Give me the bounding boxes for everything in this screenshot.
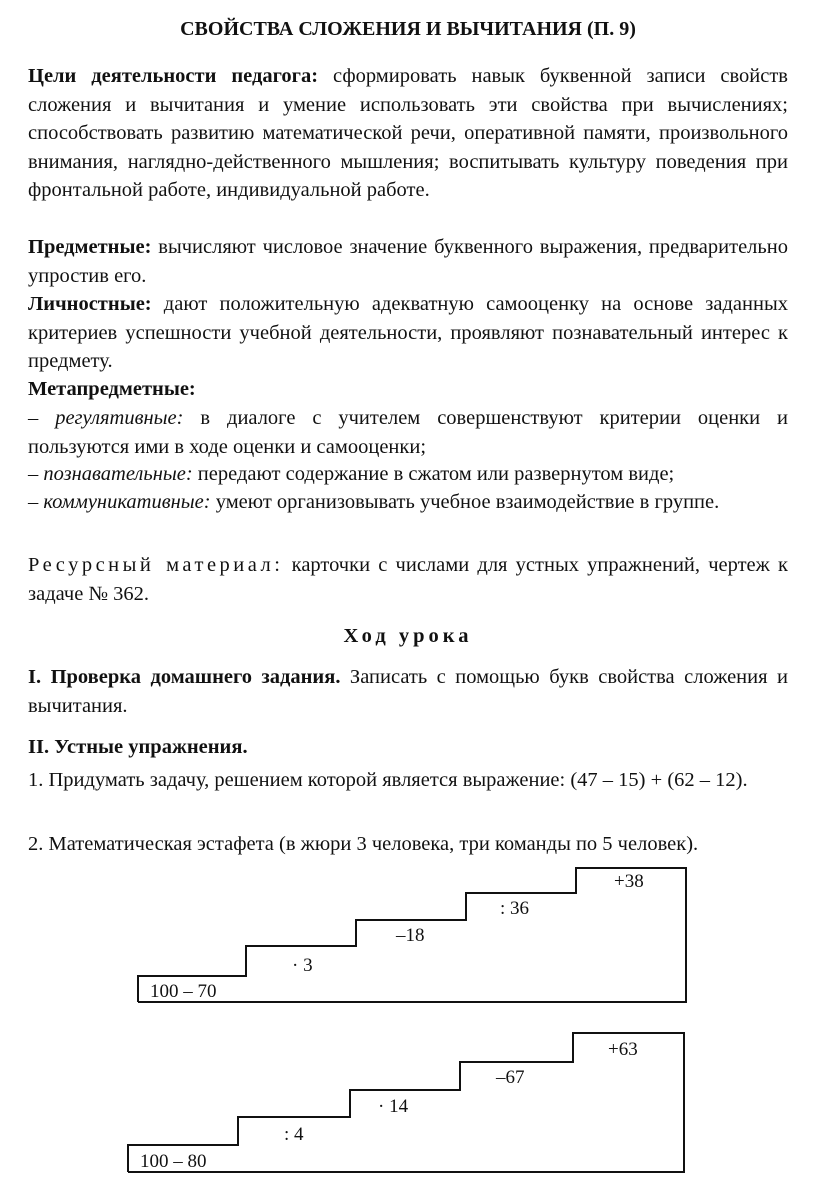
ladder-1-step-5: +38 (614, 871, 644, 892)
goals-label: Цели деятельности педагога: (28, 65, 319, 87)
ladder-2-step-2: : 4 (284, 1124, 304, 1145)
personal-label: Личностные: (28, 293, 152, 315)
section2-item2-text: 2. Математическая эстафета (в жюри 3 человека, три команды по 5 человек). (28, 833, 699, 855)
subject-text: вычисляют числовое значение буквенного выражения, предварительно упростив его. (28, 236, 788, 287)
meta-cog-label: познавательные: (43, 463, 193, 485)
section1-text: Записать с помощью букв свойства сложения и вычитания. (28, 666, 788, 717)
lesson-heading: Ход урока (343, 625, 473, 647)
goals-text: сформировать навык буквенной записи свойств сложения и вычитания и умение использовать эти свойства при вычислениях; способствовать развитию математической речи, оперативной памяти, произвольного внимания, наглядно-действенного мышления; воспитывать культуру поведения при фронтальной работе, индивидуальной работе. (28, 65, 788, 201)
page-title: СВОЙСТВА СЛОЖЕНИЯ И ВЫЧИТАНИЯ (П. 9) (180, 18, 636, 40)
meta-reg-label: регулятивные: (55, 407, 184, 429)
subject-label: Предметные: (28, 236, 152, 258)
resource-label: Ресурсный материал: (28, 554, 284, 576)
personal-text: дают положительную адекватную самооценку на основе заданных критериев успешности учебной деятельности, проявляют познавательный интерес к предмету. (28, 293, 788, 372)
section2-label: II. Устные упражнения. (28, 736, 248, 758)
meta-reg-dash: – (28, 407, 56, 429)
ladder-2-step-3: · 14 (378, 1096, 409, 1117)
ladder-1-step-2: · 3 (292, 955, 313, 976)
section1-label: I. Проверка домашнего задания. (28, 666, 341, 688)
meta-cog-dash: – (28, 463, 44, 485)
meta-cog-text: передают содержание в сжатом или развернутом виде; (192, 463, 675, 485)
meta-com-dash: – (28, 491, 44, 513)
ladder-2-step-5: +63 (608, 1039, 638, 1060)
meta-reg-text: в диалоге с учителем совершенствуют критерии оценки и пользуются ими в ходе оценки и самооценки; (28, 407, 789, 458)
meta-com-text: умеют организовывать учебное взаимодействие в группе. (210, 491, 720, 513)
ladder-2-step-1: 100 – 80 (140, 1151, 207, 1172)
meta-com-label: коммуникативные: (43, 491, 211, 513)
meta-label: Метапредметные: (28, 378, 196, 400)
ladder-1-step-1: 100 – 70 (150, 981, 217, 1002)
ladder-1-step-4: : 36 (500, 898, 530, 919)
section2-item1-text: 1. Придумать задачу, решением которой является выражение: (47 – 15) + (62 – 12). (28, 769, 748, 791)
ladder-2-step-4: –67 (496, 1067, 525, 1088)
ladder-1-step-3: –18 (396, 925, 425, 946)
resource-text: карточки с числами для устных упражнений, чертеж к задаче № 362. (28, 554, 788, 605)
